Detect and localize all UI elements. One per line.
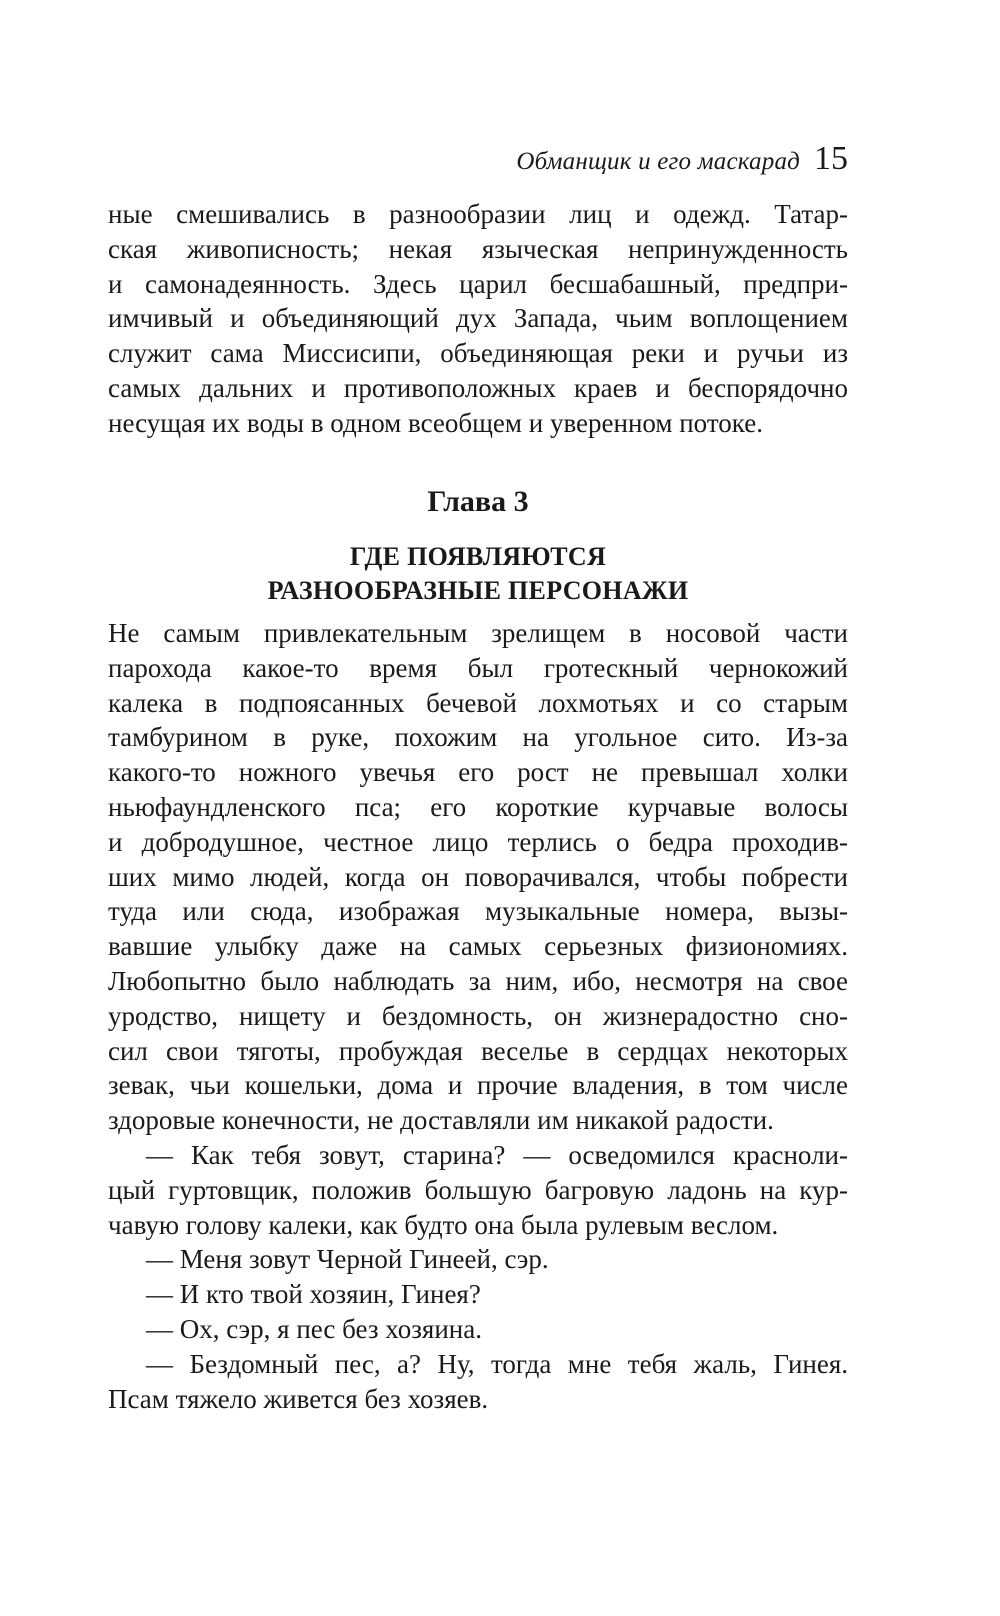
dialogue-line: — Как тебя зовут, старина? — осведомился красноли- [146,1139,848,1170]
text-line: парохода какое-то время был гротескный чернокожий [108,652,848,683]
text-line: туда или сюда, изображая музыкальные номера, вызы- [108,896,848,927]
dialogue-line: — Бездомный пес, а? Ну, тогда мне тебя жаль, Гинея. [146,1348,848,1379]
text-line: цый гуртовщик, положив большую багровую ладонь на кур- [108,1174,848,1205]
chapter-title-line: РАЗНООБРАЗНЫЕ ПЕРСОНАЖИ [267,576,689,605]
text-line: Псам тяжело живется без хозяев. [108,1383,489,1414]
text-line: служит сама Миссисипи, объединяющая реки и ручьи из [108,338,848,369]
opening-paragraph [108,197,848,441]
dialogue-line: — Меня зовут Черной Гинеей, сэр. [146,1244,549,1275]
text-line: чавую голову калеки, как будто она была рулевым веслом. [108,1209,779,1240]
dialogue-line: — И кто твой хозяин, Гинея? [146,1279,481,1310]
running-title: Обманщик и его маскарад [516,148,800,175]
text-line: уродство, нищету и бездомность, он жизнерадостно сно- [108,1000,848,1031]
chapter-title-line: ГДЕ ПОЯВЛЯЮТСЯ [349,542,607,571]
page-number: 15 [814,140,848,177]
text-line: вавшие улыбку даже на самых серьезных физиономиях. [108,931,848,962]
text-line: ская живописность; некая языческая непринужденность [108,233,848,264]
chapter-title [108,540,848,608]
text-line: ших мимо людей, когда он поворачивался, чтобы побрести [108,861,848,892]
running-header [516,140,848,178]
text-line: и добродушное, честное лицо терлись о бедра проходив- [108,826,848,857]
text-line: имчивый и объединяющий дух Запада, чьим воплощением [108,303,848,334]
text-line: зевак, чьи кошельки, дома и прочие владения, в том числе [108,1070,848,1101]
text-line: какого-то ножного увечья его рост не превышал холки [108,757,848,788]
dialogue-line: — Ох, сэр, я пес без хозяина. [146,1313,482,1344]
chapter-label: Глава 3 [427,485,529,518]
text-line: несущая их воды в одном всеобщем и уверенном потоке. [108,407,763,438]
text-line: сил свои тяготы, пробуждая веселье в сердцах некоторых [108,1035,848,1066]
text-line: ные смешивались в разнообразии лиц и одежд. Татар- [108,199,848,229]
text-line: самых дальних и противоположных краев и беспорядочно [108,372,848,403]
text-line: ньюфаундленского пса; его короткие курчавые волосы [108,791,848,822]
text-line: калека в подпоясанных бечевой лохмотьях и со старым [108,687,848,718]
chapter-body [108,616,848,1416]
text-line: и самонадеянность. Здесь царил бесшабашный, предпри- [108,268,848,299]
text-line: здоровые конечности, не доставляли им никакой радости. [108,1105,774,1136]
text-line: Не самым привлекательным зрелищем в носовой части [108,618,848,648]
text-line: Любопытно было наблюдать за ним, ибо, несмотря на свое [108,965,848,996]
text-line: тамбурином в руке, похожим на угольное сито. Из-за [108,722,848,753]
